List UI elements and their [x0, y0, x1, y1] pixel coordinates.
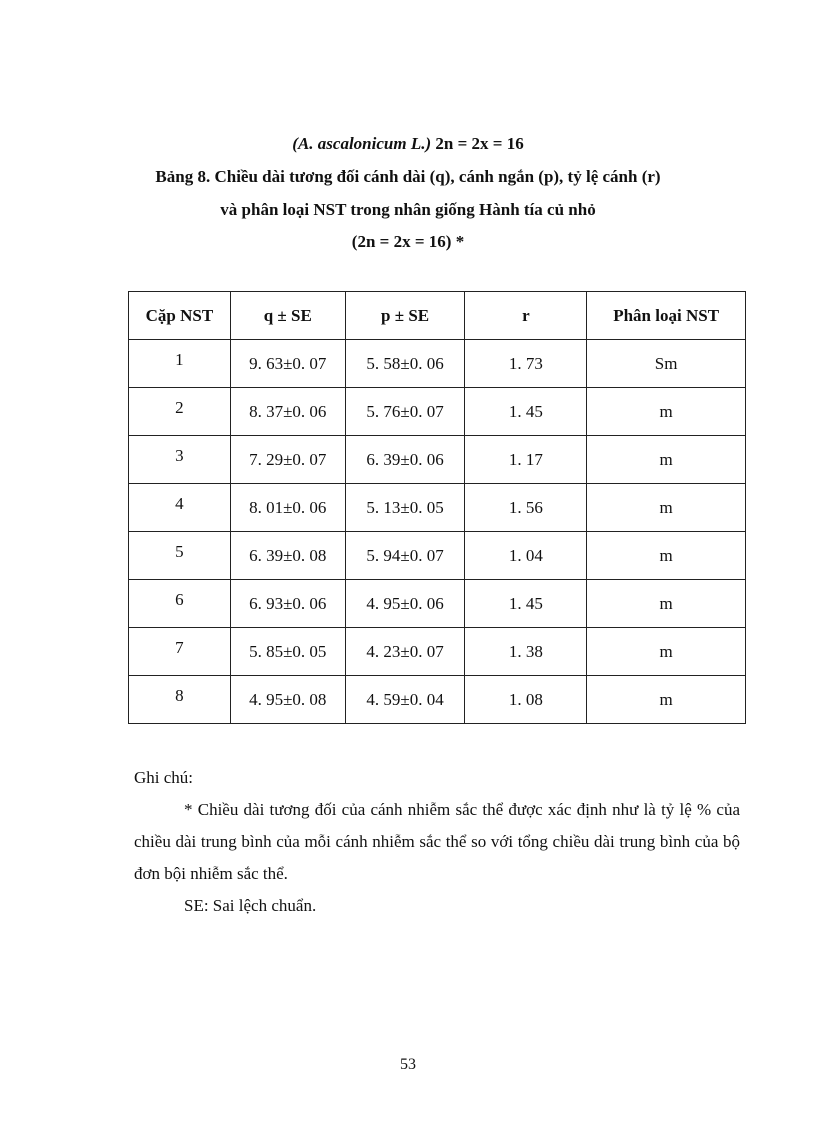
classification: m	[587, 628, 746, 676]
species-heading	[0, 134, 816, 154]
notes-section	[134, 762, 740, 922]
table-row	[129, 436, 746, 484]
q-value: 8. 37±0. 06	[230, 388, 345, 436]
pair-number: 8	[129, 676, 231, 724]
table-row	[129, 676, 746, 724]
table-body	[129, 340, 746, 724]
p-value: 4. 59±0. 04	[345, 676, 465, 724]
chromosome-table	[128, 291, 746, 724]
table-row	[129, 628, 746, 676]
header-q: q ± SE	[230, 292, 345, 340]
classification: m	[587, 484, 746, 532]
page-number: 53	[400, 1056, 416, 1073]
relative-length-note: * Chiều dài tương đối của cánh nhiễm sắc thể được xác định như là tỷ lệ % của chiều dài trung bình của mỗi cánh nhiễm sắc thể so với tổng chiều dài trung bình của bộ đơn bội nhiễm sắc thể.	[134, 800, 740, 883]
header-p: p ± SE	[345, 292, 465, 340]
p-value: 5. 76±0. 07	[345, 388, 465, 436]
classification: m	[587, 436, 746, 484]
table-caption-line-1: Bảng 8. Chiều dài tương đối cánh dài (q), cánh ngắn (p), tỷ lệ cánh (r)	[155, 167, 661, 186]
p-value: 6. 39±0. 06	[345, 436, 465, 484]
table-row	[129, 532, 746, 580]
pair-number: 1	[129, 340, 231, 388]
q-value: 6. 39±0. 08	[230, 532, 345, 580]
q-value: 4. 95±0. 08	[230, 676, 345, 724]
header-classification: Phân loại NST	[587, 292, 746, 340]
q-value: 7. 29±0. 07	[230, 436, 345, 484]
header-r: r	[465, 292, 587, 340]
r-value: 1. 38	[465, 628, 587, 676]
table-row	[129, 388, 746, 436]
notes-title: Ghi chú:	[134, 768, 194, 787]
p-value: 4. 95±0. 06	[345, 580, 465, 628]
classification: m	[587, 388, 746, 436]
header-pair: Cặp NST	[129, 292, 231, 340]
pair-number: 6	[129, 580, 231, 628]
p-value: 4. 23±0. 07	[345, 628, 465, 676]
table-row	[129, 340, 746, 388]
r-value: 1. 45	[465, 388, 587, 436]
table-row	[129, 484, 746, 532]
table-caption-line-2: và phân loại NST trong nhân giống Hành tía củ nhỏ	[220, 200, 596, 219]
pair-number: 3	[129, 436, 231, 484]
r-value: 1. 08	[465, 676, 587, 724]
q-value: 5. 85±0. 05	[230, 628, 345, 676]
species-name: (A. ascalonicum L.)	[292, 134, 432, 153]
r-value: 1. 56	[465, 484, 587, 532]
r-value: 1. 45	[465, 580, 587, 628]
q-value: 6. 93±0. 06	[230, 580, 345, 628]
r-value: 1. 04	[465, 532, 587, 580]
classification: Sm	[587, 340, 746, 388]
pair-number: 7	[129, 628, 231, 676]
classification: m	[587, 676, 746, 724]
r-value: 1. 73	[465, 340, 587, 388]
classification: m	[587, 532, 746, 580]
p-value: 5. 13±0. 05	[345, 484, 465, 532]
q-value: 9. 63±0. 07	[230, 340, 345, 388]
q-value: 8. 01±0. 06	[230, 484, 345, 532]
chromosome-formula: 2n = 2x = 16	[431, 134, 524, 153]
p-value: 5. 94±0. 07	[345, 532, 465, 580]
se-note: SE: Sai lệch chuẩn.	[184, 896, 317, 915]
p-value: 5. 58±0. 06	[345, 340, 465, 388]
table-caption-line-3: (2n = 2x = 16) *	[351, 232, 465, 251]
table-header-row	[129, 292, 746, 340]
pair-number: 4	[129, 484, 231, 532]
table-row	[129, 580, 746, 628]
r-value: 1. 17	[465, 436, 587, 484]
pair-number: 2	[129, 388, 231, 436]
pair-number: 5	[129, 532, 231, 580]
classification: m	[587, 580, 746, 628]
